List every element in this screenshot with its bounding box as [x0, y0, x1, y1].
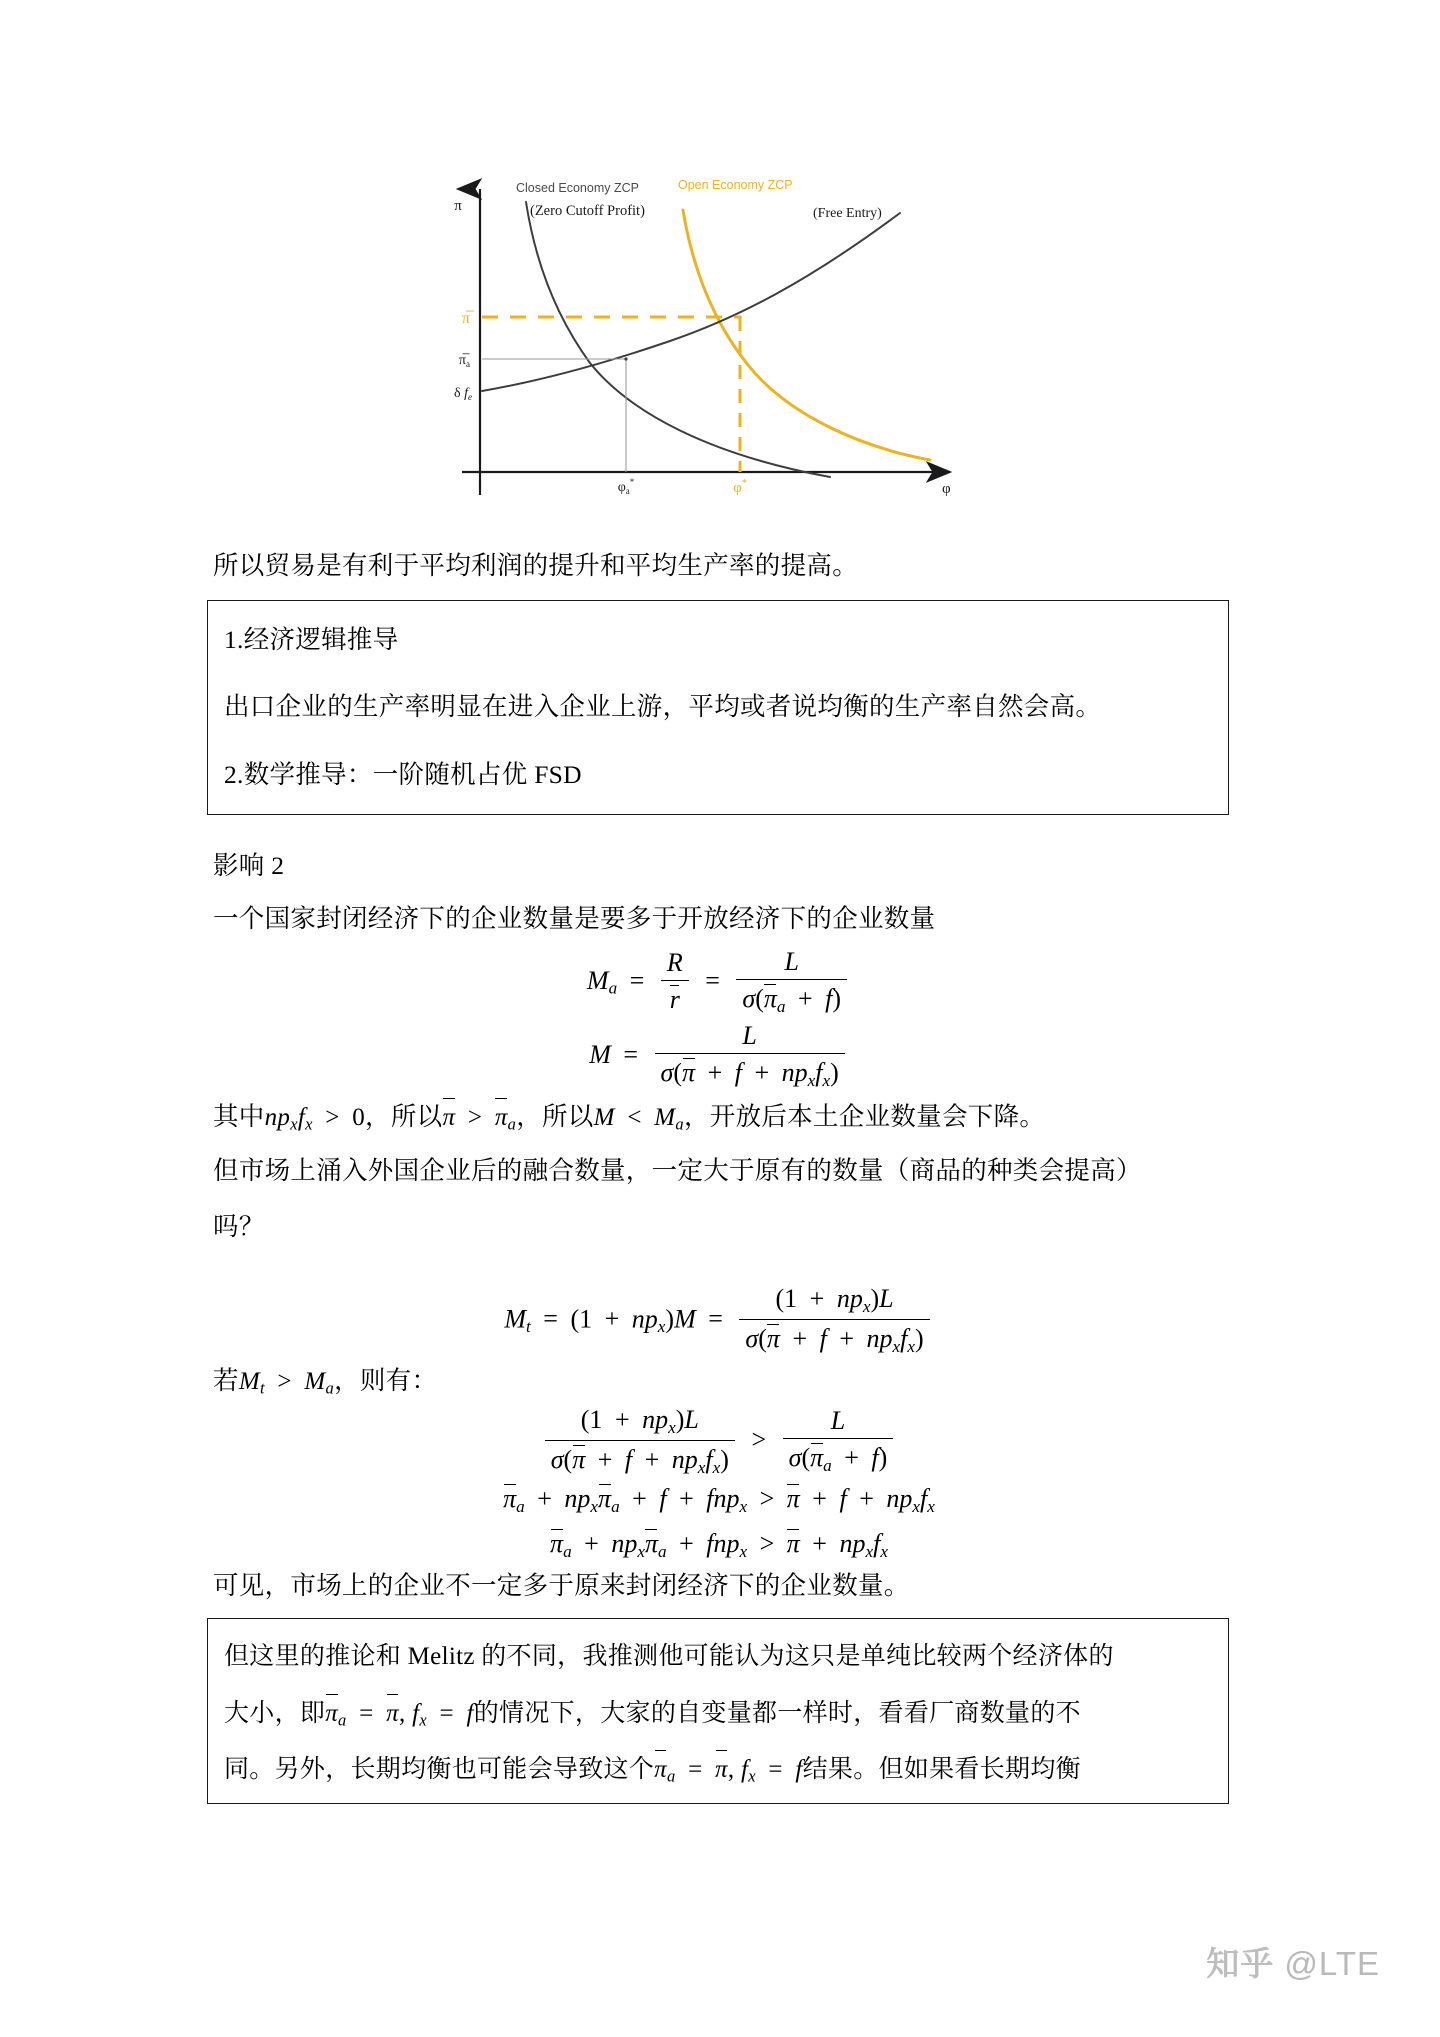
- equation-Ma: $M_a$ = $\frac{R}{r}$ = $\frac{L}{\sigma(\pi_a + f)}$: [213, 948, 1225, 1018]
- x-tick-phi-star: φ*: [733, 478, 747, 496]
- effect2-line-wrap: [213, 898, 1225, 945]
- melitz-line-3-a: 同。另外，长期均衡也可能会导致这个: [224, 1756, 655, 1784]
- closed-economy-zcp-curve: [526, 202, 830, 477]
- melitz-line-2-a: 大小，即: [224, 1699, 326, 1727]
- melitz-line-2-b: 的情况下，大家的自变量都一样时，看看厂商数量的不: [473, 1699, 1081, 1727]
- melitz-line-3: 同。另外，长期均衡也可能会导致这个$\pi_a = \pi$, $f_x = f$结果。但如果看长期均衡: [224, 1749, 1214, 1790]
- note-mid: ，所以: [365, 1102, 443, 1131]
- watermark-zhihu: 知乎: [1206, 1945, 1275, 1982]
- zcp-free-entry-figure: [430, 165, 970, 515]
- open-economy-zcp-curve: [683, 210, 930, 460]
- question-line-1: 但市场上涌入外国企业后的融合数量，一定大于原有的数量（商品的种类会提高）: [213, 1156, 1142, 1185]
- melitz-line-2: 大小，即$\pi_a = \pi$, $f_x = f$的情况下，大家的自变量都一样时，看看厂商数量的不: [224, 1693, 1214, 1734]
- conclusion-wrap: [213, 1565, 1225, 1612]
- effect2-heading-wrap: [213, 845, 1225, 892]
- equation-M: M = $\frac{L}{\sigma(\pi + f + np_xf_x)}$: [213, 1022, 1225, 1092]
- logic-line-1: 1.经济逻辑推导: [224, 625, 399, 654]
- y-tick-pi-bar: π̅: [461, 310, 470, 327]
- note-prefix: 其中: [213, 1102, 265, 1131]
- effect2-heading: 影响 2: [213, 851, 285, 880]
- y-tick-delta-fe: δ $f_e$: [454, 386, 472, 402]
- x-tick-phi-a-star: $\varphi_a^*$: [617, 477, 635, 496]
- note-line: 其中$np_xf_x > 0$，所以$\pi > \pi_a$，所以$M < M_a$，开放后本土企业数量会下降。: [213, 1096, 1225, 1139]
- watermark-handle: @LTE: [1284, 1945, 1380, 1982]
- logic-line-2: 出口企业的生产率明显在进入企业上游，平均或者说均衡的生产率自然会高。: [224, 692, 1102, 722]
- open-economy-zcp-label: Open Economy ZCP: [678, 178, 793, 192]
- note-suffix: ，开放后本土企业数量会下降。: [683, 1102, 1046, 1131]
- note-mid2: ，所以: [516, 1102, 594, 1131]
- watermark: [1206, 1938, 1380, 1985]
- equation-Mt: $M_t = (1 + np_x)M$ = $\frac{(1 + np_x)L}{\sigma(\pi + f + np_xf_x)}$: [213, 1285, 1225, 1358]
- x-axis-title: φ: [942, 481, 951, 497]
- if-line: 若$M_t > M_a$，则有：: [213, 1366, 438, 1398]
- closed-economy-zcp-label: Closed Economy ZCP: [516, 181, 639, 195]
- inequality-3: $\pi_a + np_x\pi_a + fnp_x > \pi + np_xf_x$: [550, 1529, 888, 1561]
- effect2-paragraph: 一个国家封闭经济下的企业数量是要多于开放经济下的企业数量: [213, 904, 936, 933]
- question-line-1-wrap: [213, 1150, 1225, 1197]
- conclusion-line: 可见，市场上的企业不一定多于原来封闭经济下的企业数量。: [213, 1571, 910, 1600]
- free-entry-curve: [482, 213, 900, 391]
- melitz-line-1: 但这里的推论和 Melitz 的不同，我推测他可能认为这只是单纯比较两个经济体的: [224, 1643, 1114, 1670]
- question-line-2: 吗？: [213, 1212, 265, 1241]
- question-line-2-wrap: [213, 1206, 1225, 1253]
- logic-line-3: 2.数学推导：一阶随机占优 FSD: [224, 759, 582, 789]
- y-tick-pi-bar-a: $\pi̅_a$: [458, 353, 470, 369]
- open-equilibrium-point: [738, 315, 741, 318]
- intro-paragraph-wrap: [213, 545, 1225, 592]
- if-prefix: 若: [213, 1366, 239, 1395]
- melitz-line-3-b: 结果。但如果看长期均衡: [802, 1756, 1081, 1784]
- intro-paragraph: 所以贸易是有利于平均利润的提升和平均生产率的提高。: [213, 551, 859, 580]
- y-axis-title: π: [454, 198, 462, 214]
- melitz-note-box: [207, 1618, 1229, 1804]
- inequality-1: $\frac{(1 + np_x)L}{\sigma(\pi + f + np_xf_x)}$ > $\frac{L}{\sigma(\pi_a + f)}$: [213, 1406, 1225, 1479]
- free-entry-label: (Free Entry): [813, 206, 882, 221]
- note-line-wrap: [213, 1096, 1225, 1145]
- logic-derivation-box: [207, 600, 1229, 815]
- inequality-2: $\pi_a + np_x\pi_a + f + fnp_x > \pi + f + np_xf_x$: [503, 1484, 935, 1516]
- closed-equilibrium-point: [624, 357, 627, 360]
- if-line-wrap: [213, 1360, 1225, 1409]
- zero-cutoff-profit-label: (Zero Cutoff Profit): [530, 203, 645, 219]
- if-suffix: ，则有：: [334, 1366, 438, 1395]
